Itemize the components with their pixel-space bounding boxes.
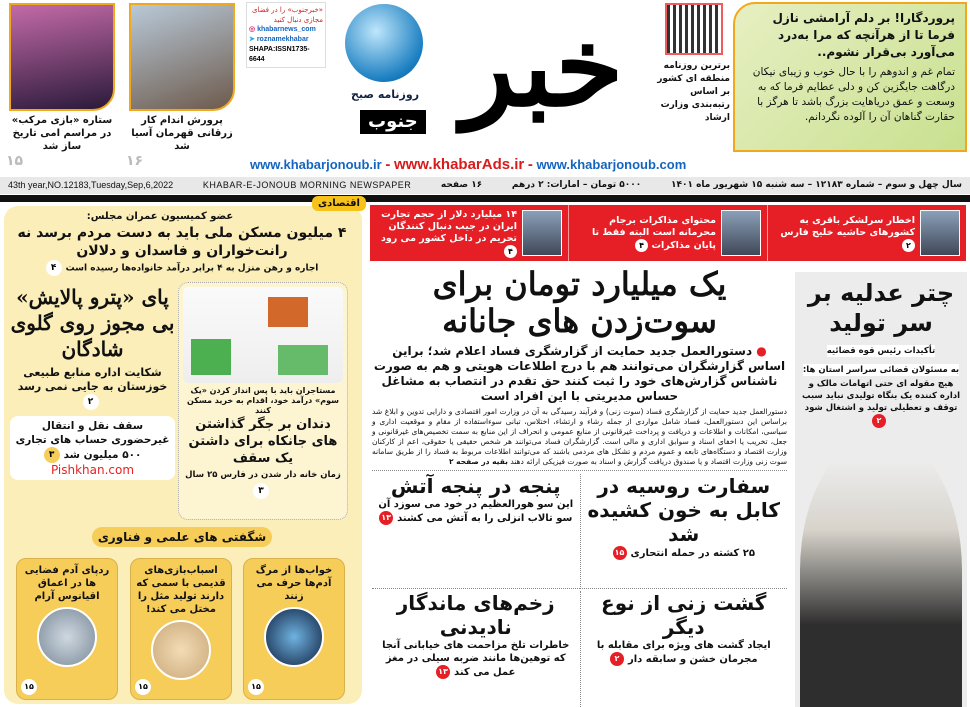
header-story[interactable] xyxy=(6,3,118,169)
judiciary-story[interactable]: چتر عدلیه بر سر تولید تأکیدات رئیس قوه قضائیه به مسئولان قضائی سراسر استان ها: هیچ مقوله ای حتی اتهامات مالک و اداره کننده یک بنگاه تولیدی نباید سبب توقف و تعطیلی تولید و اشتغال شود۲ xyxy=(800,278,962,428)
prayer-box xyxy=(733,2,967,152)
page-number: ۱۶ xyxy=(126,153,144,169)
science-card[interactable]: خواب‌ها از مرگ آدم‌ها حرف می زنند ۱۵ xyxy=(243,558,345,700)
english-date: 43th year,NO.12183,Tuesday,Sep,6,2022 xyxy=(8,180,174,190)
telegram-icon: ➤ xyxy=(249,36,255,43)
instagram-handle[interactable]: ◎ khabarnews_com xyxy=(249,26,316,33)
link-khabarads[interactable]: www.khabarAds.ir xyxy=(393,156,525,173)
prayer-body: تمام غم و اندوهم را با حال خوب و زیبای نیکان درگاهت جایگزین کن و دلی عطایم فرما که به وسعت و عمق دریاهایت بزرگ باشد تا هرگز با حقارت گناهان آن را آلوده نگردانم. xyxy=(752,66,955,123)
photo-squid-game-star xyxy=(9,3,115,111)
logo-tagline: روزنامه صبح xyxy=(350,88,420,101)
main-lead: ● دستورالعمل جدید حمایت از گزارشگری فساد اعلام شد؛ براین اساس گزارشگران می‌توانند هم با درج اطلاعات هویتی و هم به صورت ناشناس گزارش‌های خود را ثبت کنند حق تقدم در انتصاب به مشاغل حساس مدیریتی با این افراد است xyxy=(373,344,786,403)
bottom-story[interactable]: گشت زنی از نوع دیگر ایجاد گشت های ویژه برای مقابله با مجرمان خشن و سابقه دار۲ xyxy=(580,591,788,707)
newspaper-logo: خبر xyxy=(461,2,624,131)
website-links: www.khabarjonoub.ir - www.khabarAds.ir - www.khabarjonoub.com xyxy=(250,156,687,173)
story-caption: ستاره «بازی مرکب» در مراسم امی تاریخ ساز شد xyxy=(11,115,113,152)
header-story[interactable] xyxy=(126,3,238,169)
social-intro: «خبرجنوب» را در فضای مجازی دنبال کنید xyxy=(251,6,323,24)
photo xyxy=(721,210,761,256)
instagram-icon: ◎ xyxy=(249,26,256,33)
qr-code[interactable] xyxy=(665,3,723,55)
main-headline[interactable]: یک میلیارد تومان برای سوت‌زدن های جانانه xyxy=(432,265,727,340)
red-strip-item[interactable]: اخطار سرلشکر باقری به کشورهای حاشیه خلیج فارس ۲ xyxy=(767,205,966,261)
economy-lead[interactable]: عضو کمیسیون عمران مجلس: xyxy=(86,211,234,222)
globe-logo-icon xyxy=(345,4,423,82)
alarm-clock-image xyxy=(264,607,324,667)
red-strip-item[interactable]: ۱۴ میلیارد دلار از حجم تجارت ایران در جیب دنبال کنندگان تحریم در داخل کشور می رود ۴ xyxy=(370,205,568,261)
story-rent[interactable] xyxy=(178,282,348,520)
photo-judiciary-chief xyxy=(800,434,962,707)
red-strip-item[interactable]: محتوای مذاکرات برجام محرمانه است البته فقط تا پایان مذاکرات ۴ xyxy=(568,205,767,261)
top-news-strip xyxy=(370,205,966,261)
social-box xyxy=(246,2,326,68)
english-name: KHABAR-E-JONOUB MORNING NEWSPAPER xyxy=(202,180,412,190)
page-badge: ۱۵ xyxy=(248,679,264,695)
page-badge: ۱۵ xyxy=(135,679,151,695)
science-card[interactable]: ردپای آدم فضایی ها در اعماق اقیانوس آرام ۱۵ xyxy=(16,558,118,700)
photo-bodybuilder xyxy=(129,3,235,111)
telegram-handle[interactable]: ➤ roznamekhabar xyxy=(249,36,309,43)
page-badge: ۱۳ xyxy=(379,511,393,525)
wooden-toy-image xyxy=(151,620,211,680)
rent-kicker: مستاجران باید با پس انداز کردن «یک سوم» درآمد خود، اقدام به خرید مسکن کنند xyxy=(187,386,339,415)
center-column xyxy=(372,266,787,707)
science-title: شگفتی های علمی و فناوری xyxy=(92,527,272,547)
judiciary-section xyxy=(795,272,967,707)
story-petro[interactable]: پای «پترو پالایش» بی مجوز روی گلوی شادگان شکایت اداره منابع طبیعی خوزستان به جایی نمی رسد۲ سقف نقل و انتقال غیرحضوری حساب های تجاری ۵۰۰ میلیون شد۳ Pishkhan.com xyxy=(10,284,175,520)
page-badge: ۱۵ xyxy=(21,679,37,695)
bottom-story[interactable]: پنجه در پنجه آتش این سو هورالعظیم در خود می سوزد آن سو تالاب انزلی را به آتش می کشند۱۳ xyxy=(372,474,580,589)
link-khabarjonoub-ir[interactable]: www.khabarjonoub.ir xyxy=(250,157,382,172)
page-badge: ۲ xyxy=(83,394,99,410)
page-badge: ۳ xyxy=(44,447,60,463)
bullet-icon: ● xyxy=(756,344,767,358)
science-card[interactable]: اسباب‌بازی‌های قدیمی با سمی که دارند تولید مثل را مختل می کند! ۱۵ xyxy=(130,558,232,700)
photo xyxy=(920,210,960,256)
cartoon-house-money xyxy=(183,287,343,383)
info-bar xyxy=(0,177,970,194)
rent-sub: زمان خانه دار شدن در فارس ۲۵ سال xyxy=(185,470,341,480)
persian-date: سال چهل و سوم – شماره ۱۲۱۸۳ – سه شنبه ۱۵ شهریور ماه ۱۴۰۱ xyxy=(670,180,962,190)
page-badge: ۱۵ xyxy=(613,546,627,560)
link-khabarjonoub-com[interactable]: www.khabarjonoub.com xyxy=(536,157,687,172)
rent-headline: دندان بر جگر گذاشتن های جانکاه برای داشتن یک سقف xyxy=(188,417,338,466)
logo-sub: جنوب xyxy=(360,110,426,134)
price: ۵۰۰۰ تومان – امارات: ۲ درهم xyxy=(511,180,642,190)
main-body: دستورالعمل جدید حمایت از گزارشگری فساد (سوت زنی) و فرآیند رسیدگی به آن در وزارت امور اقتصادی و دارایی تدوین و ابلاغ شد براساس این دستورالعمل، فساد شامل مواردی از جمله رشاء و ارتشاء، اختلاس، تبانی سوءاستفاده از مقام و موقعیت اداری و سیاسی، امکانات و اطلاعات و دریافت و پرداخت غیرقانونی از منابع عمومی و انحراف از این منابع به سمت تخصیص‌های غیرقانونی و جعل، تخریب یا اخفای اسناد و سوابق اداری و مالی است. گزارشگران فساد می‌توانند هر شخص حقیقی یا حقوقی، اعم از کارکنان وزارت اقتصاد و دستگاه‌های تابعه و عموم مردم و تشکل های مردمی باشند که می‌توانند اطلاعات مربوط به فساد را از طریق سامانه سوت زنی وزارت اقتصاد و یا صندوق دریافت گزارش و اسناد به صورت فیزیکی ارائه دهند بقیه در صفحه ۲ xyxy=(372,407,787,466)
story-transfer[interactable]: سقف نقل و انتقال غیرحضوری حساب های تجاری ۵۰۰ میلیون شد۳ Pishkhan.com xyxy=(10,416,175,480)
page-badge: ۳ xyxy=(253,483,269,499)
divider xyxy=(372,470,787,471)
watermark: Pishkhan.com xyxy=(50,463,135,477)
prayer-title: پروردگارا! بر دلم آرامشی نازل فرما تا از هرآنچه که مرا به‌درد می‌آورد بی‌قرار نشوم.. xyxy=(772,11,955,59)
page-badge: ۴ xyxy=(46,260,62,276)
economy-headline: ۴ میلیون مسکن ملی باید به دست مردم برسد نه رانت‌خواران و فاسدان و دلالان xyxy=(17,225,347,259)
bottom-story[interactable]: زخم‌های ماندگار نادیدنی خاطرات تلخ مزاحمت های خیابانی آنجا که توهین‌ها مانند ضربه سیلی در مغز عمل می کند۱۳ xyxy=(382,591,570,678)
page-badge: ۱۳ xyxy=(436,665,450,679)
page-number: ۱۵ xyxy=(6,153,24,169)
shapa-code: SHAPA:ISSN1735-6644 xyxy=(249,46,310,63)
page-count: ۱۶ صفحه xyxy=(440,180,483,190)
divider xyxy=(0,195,970,202)
continued-link[interactable]: بقیه در صفحه ۲ xyxy=(448,457,508,466)
ufo-image xyxy=(37,607,97,667)
ranking-text: برترین روزنامه منطقه ای کشور بر اساس رتبه‌بندی وزارت ارشاد xyxy=(657,61,730,123)
photo xyxy=(522,210,562,256)
economy-lead-body[interactable]: ۴ میلیون مسکن ملی باید به دست مردم برسد نه رانت‌خواران و فاسدان و دلالان اجاره و رهن منزل به ۴ برابر درآمد خانواده‌ها رسیده است۴ xyxy=(12,224,352,277)
page-badge: ۲ xyxy=(872,414,886,428)
story-caption: پرورش اندام کار زرقانی قهرمان آسیا شد xyxy=(131,115,233,152)
bottom-story[interactable]: سفارت روسیه در کابل به خون کشیده شد ۲۵ کشته در حمله انتحاری۱۵ xyxy=(580,474,788,589)
page-badge: ۲ xyxy=(610,652,624,666)
section-tag-economy: اقتصادی xyxy=(312,196,366,211)
